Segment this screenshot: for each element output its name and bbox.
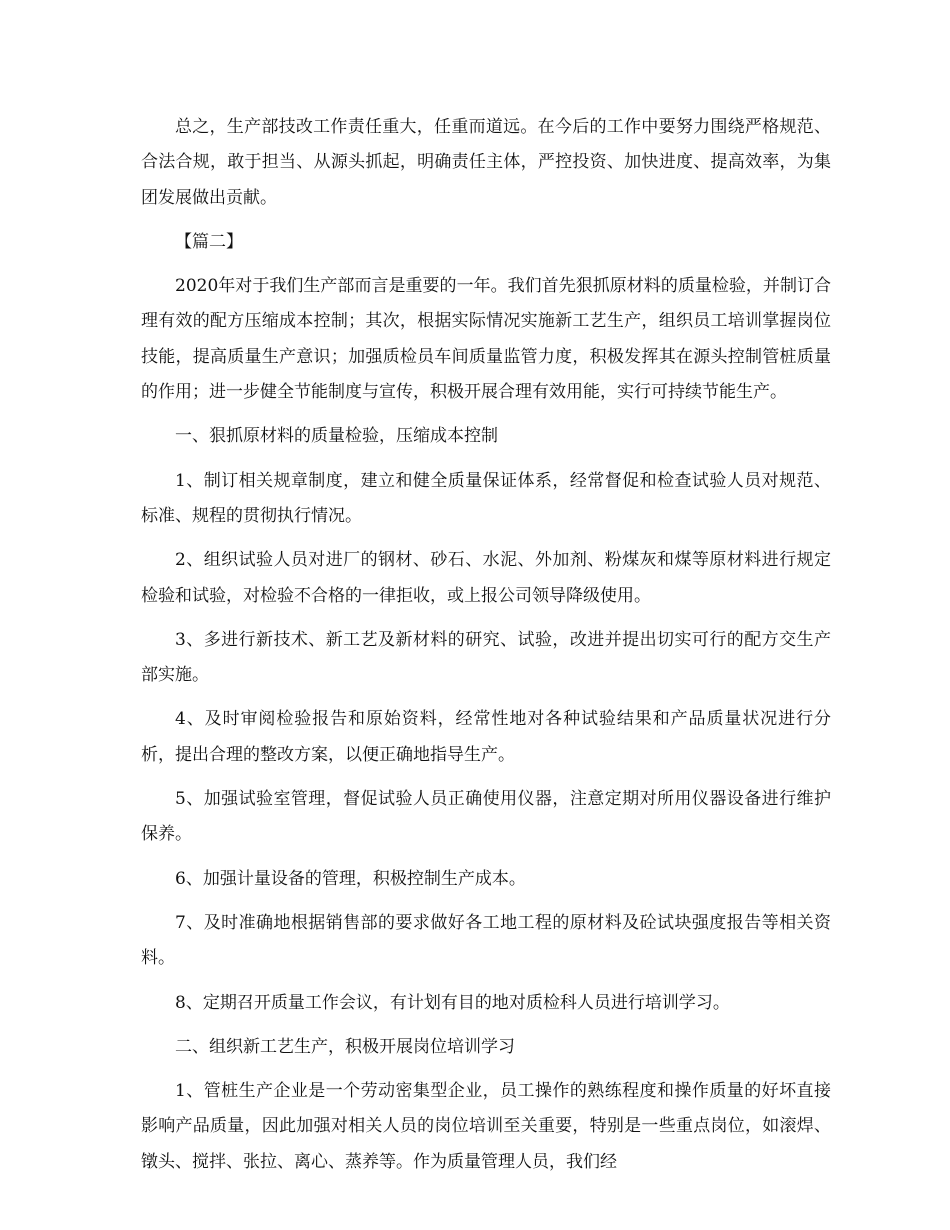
section-heading-raw-material: 一、狠抓原材料的质量检验，压缩成本控制 — [175, 426, 498, 447]
list-item-3: 3、多进行新技术、新工艺及新材料的研究、试验，改进并提出切实可行的配方交生产部实施。 — [141, 629, 831, 686]
list-item-4: 4、及时审阅检验报告和原始资料，经常性地对各种试验结果和产品质量状况进行分析，提出合理的整改方案，以便正确地指导生产。 — [141, 709, 831, 765]
list-item-training-1: 1、管桩生产企业是一个劳动密集型企业，员工操作的熟练程度和操作质量的好坏直接影响产品质量，因此加强对相关人员的岗位培训至关重要，特别是一些重点岗位，如滚焊、镦头、搅拌、张拉、离心、蒸养等。作为质量管理人员，我们经 — [141, 1081, 831, 1172]
section-heading-part-two: 【篇二】 — [175, 231, 243, 252]
list-item-8: 8、定期召开质量工作会议，有计划有目的地对质检科人员进行培训学习。 — [175, 992, 730, 1013]
list-item-2: 2、组织试验人员对进厂的钢材、砂石、水泥、外加剂、粉煤灰和煤等原材料进行规定检验和试验，对检验不合格的一律拒收，或上报公司领导降级使用。 — [141, 550, 831, 606]
list-item-6: 6、加强计量设备的管理，积极控制生产成本。 — [175, 868, 526, 889]
document-body — [141, 110, 831, 1189]
paragraph-2020-overview: 2020年对于我们生产部而言是重要的一年。我们首先狠抓原材料的质量检验，并制订合理有效的配方压缩成本控制；其次，根据实际情况实施新工艺生产，组织员工培训掌握岗位技能，提高质量生产意识；加强质检员车间质量监管力度，积极发挥其在源头控制管桩质量的作用；进一步健全节能制度与宣传，积极开展合理有效用能，实行可持续节能生产。 — [141, 276, 831, 403]
list-item-1: 1、制订相关规章制度，建立和健全质量保证体系，经常督促和检查试验人员对规范、标准、规程的贯彻执行情况。 — [141, 470, 831, 526]
list-item-7: 7、及时准确地根据销售部的要求做好各工地工程的原材料及砼试块强度报告等相关资料。 — [141, 912, 831, 969]
section-heading-new-process: 二、组织新工艺生产，积极开展岗位培训学习 — [175, 1036, 515, 1057]
paragraph-conclusion: 总之，生产部技改工作责任重大，任重而道远。在今后的工作中要努力围绕严格规范、合法合规，敢于担当、从源头抓起，明确责任主体，严控投资、加快进度、提高效率，为集团发展做出贡献。 — [141, 117, 831, 208]
list-item-5: 5、加强试验室管理，督促试验人员正确使用仪器，注意定期对所用仪器设备进行维护保养。 — [141, 789, 831, 845]
